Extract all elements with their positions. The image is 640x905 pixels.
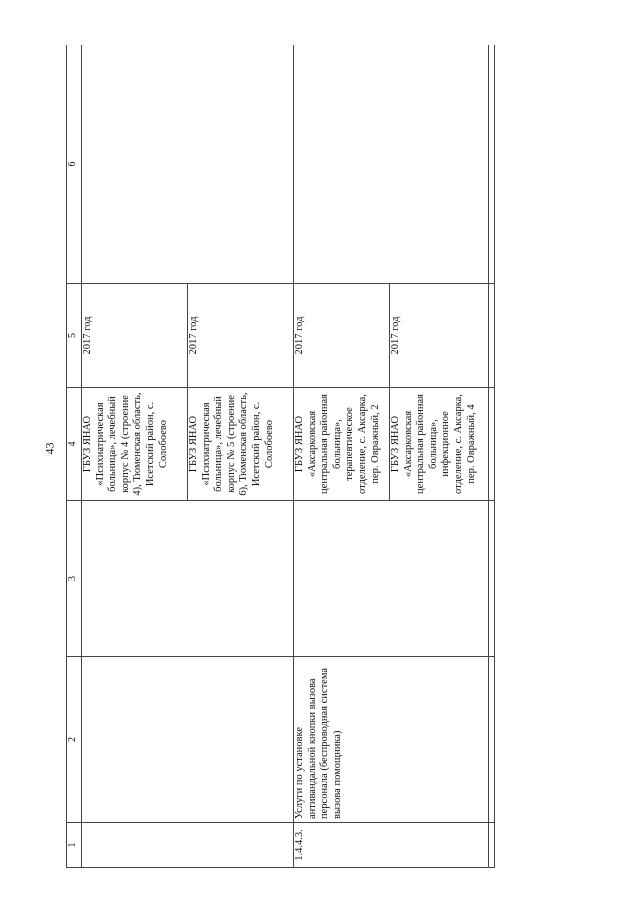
service-description: Услуги по установке антивандальной кнопки вызова персонала (беспроводная система вызова помощника) [294,657,489,823]
empty-cell [489,388,495,501]
page-number: 43 [42,442,57,455]
year-cell: 2017 год [294,284,390,388]
empty-cell [294,501,489,657]
continuation-cell-6 [82,45,294,284]
location-cell: ГБУЗ ЯНАО «Аксарковская центральная районная больница», инфекционное отделение, с. Аксарка, пер. Овражный, 4 [390,388,489,501]
location-cell: ГБУЗ ЯНАО «Психиатрическая больница», лечебный корпус № 4 (строение 4), Тюменская область, Исетский район, с. Солобоево [82,388,188,501]
col-header-2: 2 [67,657,82,823]
table-row [294,45,390,868]
col-header-1: 1 [67,823,82,868]
year-cell: 2017 год [188,284,294,388]
col-header-5: 5 [67,284,82,388]
header-row [67,45,82,868]
row-number: 1.4.4.3. [294,823,489,868]
continuation-cell-2 [82,657,294,823]
location-cell: ГБУЗ ЯНАО «Психиатрическая больница», лечебный корпус № 5 (строение 6), Тюменская область, Исетский район, с. Солобоево [188,388,294,501]
schedule-table [66,45,495,868]
col-header-3: 3 [67,501,82,657]
col-header-6: 6 [67,45,82,284]
empty-cell [489,284,495,388]
table-canvas [66,45,535,868]
col-header-4: 4 [67,388,82,501]
location-cell: ГБУЗ ЯНАО «Аксарковская центральная районная больница», терапевтическое отделение, с. Аксарка, пер. Овражный, 2 [294,388,390,501]
continuation-row-1 [82,45,188,868]
empty-cell [489,45,495,284]
empty-cell [489,657,495,823]
empty-cell [489,501,495,657]
table-tail-row [489,45,495,868]
continuation-cell-3 [82,501,294,657]
year-cell: 2017 год [390,284,489,388]
continuation-cell-1 [82,823,294,868]
empty-cell [294,45,489,284]
empty-cell [489,823,495,868]
year-cell: 2017 год [82,284,188,388]
